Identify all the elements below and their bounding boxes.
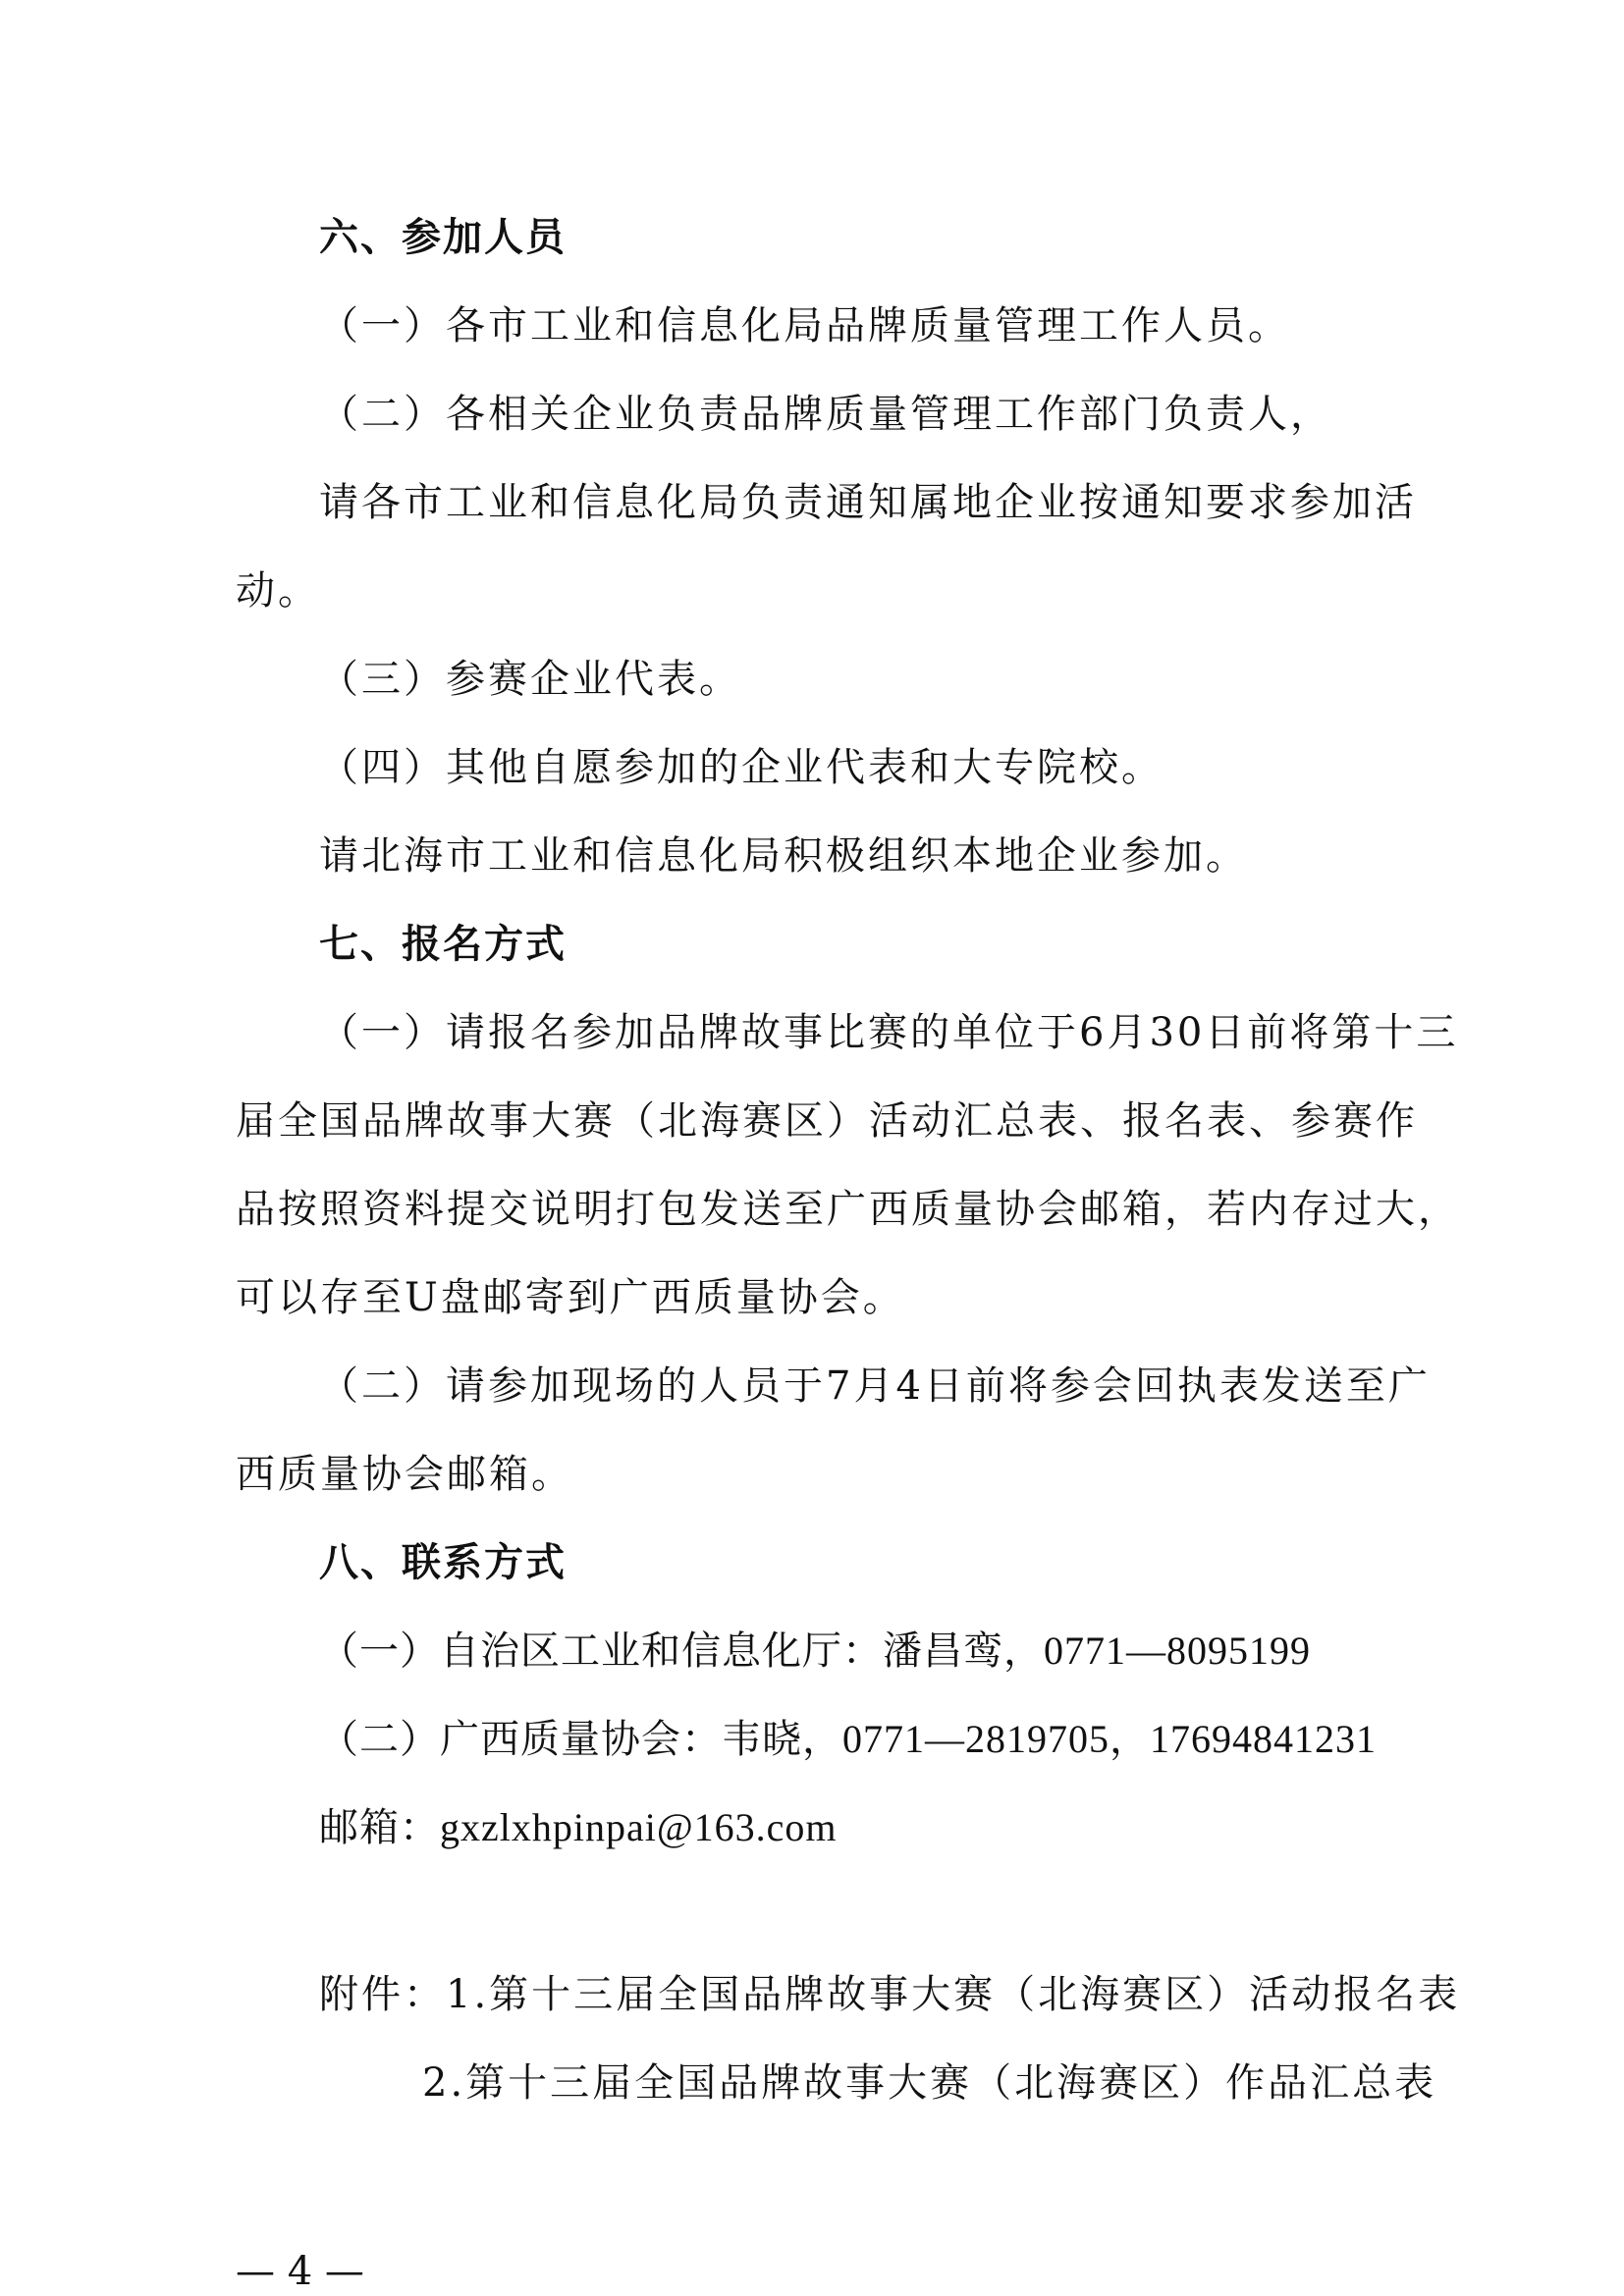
section-six-item-3: （三）参赛企业代表。 bbox=[319, 657, 741, 702]
section-six-note-line-1: 请各市工业和信息化局负责通知属地企业按通知要求参加活 bbox=[319, 480, 1417, 525]
section-seven-item-1-line-2: 届全国品牌故事大赛（北海赛区）活动汇总表、报名表、参赛作 bbox=[236, 1098, 1418, 1144]
section-six-note-2: 请北海市工业和信息化局积极组织本地企业参加。 bbox=[319, 833, 1248, 879]
section-six-heading: 六、参加人员 bbox=[319, 215, 567, 260]
section-six-item-2: （二）各相关企业负责品牌质量管理工作部门负责人， bbox=[319, 392, 1332, 437]
attachment-1: 附件：1.第十三届全国品牌故事大赛（北海赛区）活动报名表 bbox=[319, 1972, 1461, 2017]
section-six-note-line-2: 动。 bbox=[236, 568, 320, 614]
section-six-item-1: （一）各市工业和信息化局品牌质量管理工作人员。 bbox=[319, 303, 1290, 348]
section-seven-item-2-line-1: （二）请参加现场的人员于7月4日前将参会回执表发送至广 bbox=[319, 1363, 1431, 1409]
attachment-2: 2.第十三届全国品牌故事大赛（北海赛区）作品汇总表 bbox=[422, 2060, 1437, 2106]
contact-email: 邮箱：gxzlxhpinpai@163.com bbox=[319, 1805, 838, 1849]
section-seven-item-1-line-1: （一）请报名参加品牌故事比赛的单位于6月30日前将第十三 bbox=[319, 1010, 1459, 1055]
section-eight-heading: 八、联系方式 bbox=[319, 1540, 567, 1585]
contact-2: （二）广西质量协会：韦晓，0771—2819705，17694841231 bbox=[319, 1717, 1377, 1761]
section-seven-item-2-line-2: 西质量协会邮箱。 bbox=[236, 1452, 573, 1497]
section-seven-item-1-line-3: 品按照资料提交说明打包发送至广西质量协会邮箱，若内存过大， bbox=[236, 1187, 1460, 1232]
section-six-item-4: （四）其他自愿参加的企业代表和大专院校。 bbox=[319, 745, 1164, 790]
section-seven-heading: 七、报名方式 bbox=[319, 922, 567, 967]
page-number: — 4 — bbox=[236, 2249, 364, 2294]
section-seven-item-1-line-4: 可以存至U盘邮寄到广西质量协会。 bbox=[236, 1275, 905, 1320]
contact-1: （一）自治区工业和信息化厅：潘昌鸾，0771—8095199 bbox=[319, 1629, 1311, 1673]
